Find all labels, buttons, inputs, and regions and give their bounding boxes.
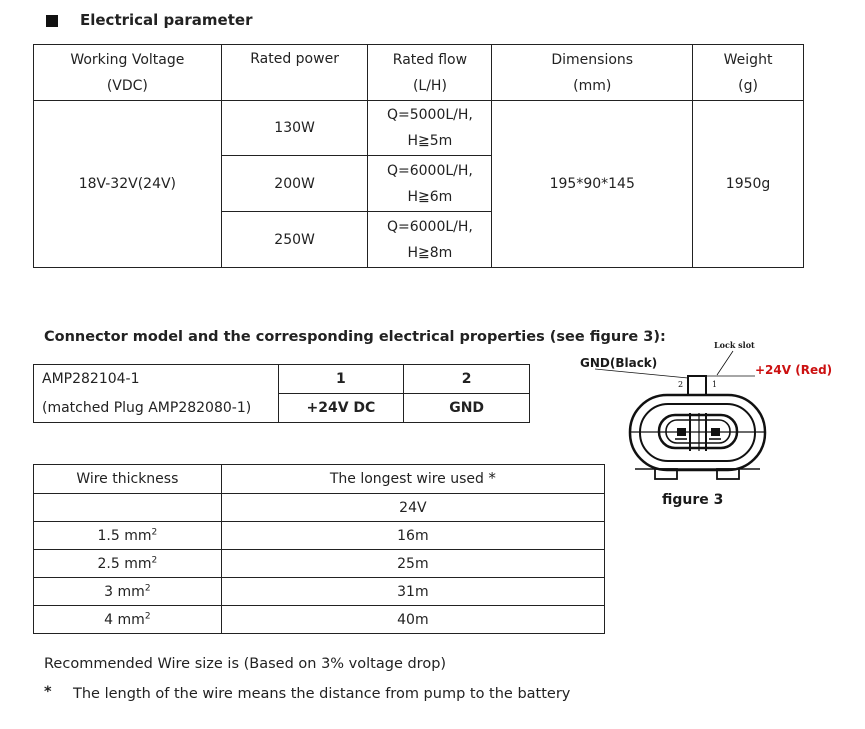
wire-length-cell: 25m — [221, 550, 604, 578]
recommended-note: Recommended Wire size is (Based on 3% voltage drop) — [44, 656, 447, 672]
wire-thickness-cell: 4 $mm^2$ — [34, 606, 222, 634]
weight-cell: 1950g — [693, 101, 804, 268]
connector-plug: (matched Plug AMP282080-1) — [34, 394, 279, 423]
table-row — [34, 550, 605, 578]
svg-text:1: 1 — [712, 380, 718, 389]
power-cell: 250W — [221, 212, 368, 268]
wire-thickness-cell: 3 $mm^2$ — [34, 578, 222, 606]
electrical-parameter-table — [33, 44, 804, 268]
flow-cell: Q=6000L/H, H≧6m — [368, 156, 492, 212]
section-title-connector: Connector model and the corresponding electrical properties (see figure 3): — [44, 329, 666, 345]
wire-length-cell: 16m — [221, 522, 604, 550]
wire-table — [33, 464, 605, 634]
pos-red-label: +24V (Red) — [755, 363, 833, 377]
power-cell: 200W — [221, 156, 368, 212]
header-weight: Weight (g) — [693, 45, 804, 101]
pin-2-value: GND — [404, 394, 530, 423]
table-row — [34, 494, 605, 522]
table-row — [34, 394, 530, 423]
gnd-black-label: GND(Black) — [580, 356, 658, 370]
pin-2-number: 2 — [404, 365, 530, 394]
section-title-electrical: Electrical parameter — [80, 11, 253, 29]
connector-figure — [575, 335, 840, 515]
header-longest-wire: The longest wire used * — [221, 465, 604, 494]
table-row — [34, 365, 530, 394]
bullet-square-icon — [46, 15, 58, 27]
wire-thickness-empty — [34, 494, 222, 522]
wire-length-cell: 40m — [221, 606, 604, 634]
figure-caption: figure 3 — [662, 492, 724, 508]
header-rated-power: Rated power — [221, 45, 368, 101]
voltage-cell: 24V — [221, 494, 604, 522]
table-row — [34, 606, 605, 634]
wire-length-cell: 31m — [221, 578, 604, 606]
wire-thickness-cell: 2.5 $mm^2$ — [34, 550, 222, 578]
flow-cell: Q=6000L/H, H≧8m — [368, 212, 492, 268]
header-rated-flow: Rated flow (L/H) — [368, 45, 492, 101]
table-header-row — [34, 465, 605, 494]
pin-1-number: 1 — [278, 365, 404, 394]
lock-slot-label: Lock slot — [714, 340, 755, 350]
table-row — [34, 101, 804, 156]
svg-text:2: 2 — [678, 380, 684, 389]
header-working-voltage: Working Voltage (VDC) — [34, 45, 222, 101]
header-dimensions: Dimensions (mm) — [492, 45, 693, 101]
wire-thickness-cell: 1.5 $mm^2$ — [34, 522, 222, 550]
header-wire-thickness: Wire thickness — [34, 465, 222, 494]
flow-cell: Q=5000L/H, H≧5m — [368, 101, 492, 156]
connector-model: AMP282104-1 — [34, 365, 279, 394]
star-marker: * — [44, 684, 52, 700]
voltage-cell: 18V-32V(24V) — [34, 101, 222, 268]
table-header-row — [34, 45, 804, 101]
pin-1-value: +24V DC — [278, 394, 404, 423]
connector-diagram — [575, 335, 840, 515]
wire-length-note: The length of the wire means the distance from pump to the battery — [73, 686, 571, 702]
table-row — [34, 578, 605, 606]
table-row — [34, 522, 605, 550]
connector-table — [33, 364, 530, 423]
power-cell: 130W — [221, 101, 368, 156]
dimensions-cell: 195*90*145 — [492, 101, 693, 268]
